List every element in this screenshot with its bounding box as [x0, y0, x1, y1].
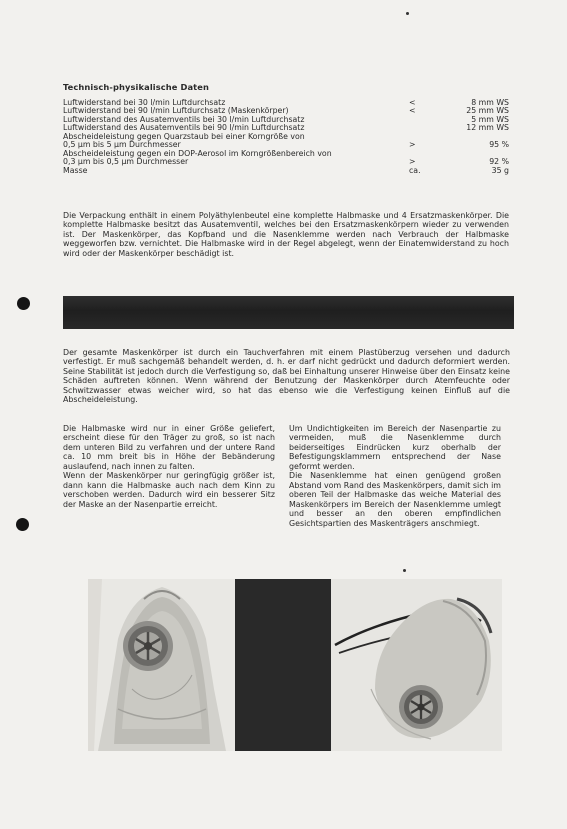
- spec-label: Luftwiderstand des Ausatemventils bei 90 l/min Luftdurchsatz: [63, 124, 305, 133]
- spec-row: [63, 158, 509, 166]
- spec-row: [63, 99, 509, 107]
- spec-relation: >: [409, 157, 416, 167]
- spec-row: [63, 133, 509, 141]
- spec-label: Abscheideleistung gegen Quarzstaub bei einer Korngröße von: [63, 132, 305, 141]
- right-column: [289, 424, 501, 528]
- spec-label: Luftwiderstand bei 30 l/min Luftdurchsatz: [63, 99, 226, 107]
- spec-relation: [407, 124, 453, 132]
- spec-value: 5 mm WS: [471, 114, 509, 124]
- spec-row: [63, 107, 509, 115]
- scan-speck: [406, 12, 409, 15]
- spec-relation: [407, 116, 453, 124]
- dark-photo-strip: [235, 579, 331, 751]
- body-paragraph: Der gesamte Maskenkörper ist durch ein Tauchverfahren mit einem Plastüberzug versehen und dadurch verfestigt. Er muß sachgemäß behandelt werden, d. h. er darf nicht gedrückt und dadurch deformiert werden. Seine Stabilität ist jedoch durch die Verfestigung so, daß bei Einhaltung unserer Hinweise über den Einsatz keine Schäden auftreten können. Wenn während der Benutzung der Maskenkörper durch Atemfeuchte oder Schwitzwasser etwas weicher wird, so hat das ebenso wie die Verfestigung keinen Einfluß auf die Abscheideleistung.: [63, 348, 510, 405]
- spec-label: Luftwiderstand bei 90 l/min Luftdurchsatz (Maskenkörper): [63, 107, 289, 116]
- right-column-paragraph: Um Undichtigkeiten im Bereich der Nasenpartie zu vermeiden, muß die Nasenklemme durch beiderseitiges Eindrücken kurz oberhalb der Befestigungsklammern entsprechend der Nase geformt werden.: [289, 424, 501, 471]
- spec-relation: ca.: [409, 165, 421, 175]
- spec-table: [63, 99, 509, 175]
- spec-row: [63, 150, 509, 158]
- spec-relation: <: [409, 98, 416, 107]
- scan-speck: [403, 569, 406, 572]
- spec-relation: >: [409, 140, 416, 150]
- left-column-paragraph: Wenn der Maskenkörper nur geringfügig größer ist, dann kann die Halbmaske auch nach dem Kinn zu verschoben werden. Dadurch wird ein besserer Sitz der Maske an der Nasenpartie erreicht.: [63, 471, 275, 509]
- mask-front-photo: [88, 579, 235, 751]
- spec-label: 0,5 µm bis 5 µm Durchmesser: [63, 141, 181, 150]
- spec-label: 0,3 µm bis 0,5 µm Durchmesser: [63, 158, 189, 167]
- left-column: [63, 424, 275, 509]
- right-column-paragraph: Die Nasenklemme hat einen genügend großen Abstand vom Rand des Maskenkörpers, damit sich im oberen Teil der Halbmaske das weiche Material des Maskenkörpers im Bereich der Nasenklemme umlegt und besser an den oberen empfindlichen Gesichtspartien des Maskenträgers anschmiegt.: [289, 471, 501, 528]
- spec-relation: <: [409, 106, 416, 116]
- spec-value: 8 mm WS: [471, 98, 509, 107]
- spec-row: [63, 167, 509, 175]
- spec-value: 92 %: [489, 157, 509, 167]
- dark-divider-band: [63, 296, 514, 329]
- spec-label: Luftwiderstand des Ausatemventils bei 30 l/min Luftdurchsatz: [63, 115, 305, 124]
- spec-row: [63, 141, 509, 149]
- spec-row: [63, 116, 509, 124]
- spec-row: [63, 124, 509, 132]
- punch-hole: [16, 518, 29, 531]
- spec-value: 25 mm WS: [466, 106, 509, 116]
- spec-label: Abscheideleistung gegen ein DOP-Aerosol im Korngrößenbereich von: [63, 149, 332, 158]
- packaging-paragraph: Die Verpackung enthält in einem Polyäthylenbeutel eine komplette Halbmaske und 4 Ersatzmaskenkörper. Die komplette Halbmaske besitzt das Ausatemventil, welches bei den Ersatzmaskenkörpern wieder zu verwenden ist. Der Maskenkörper, das Kopfband und die Nasenklemme werden nach Verbrauch der Halbmaske weggeworfen bzw. vernichtet. Die Halbmaske wird in der Regel abgelegt, wenn der Einatemwiderstand zu hoch wird oder der Maskenkörper beschädigt ist.: [63, 211, 509, 258]
- left-column-paragraph: Die Halbmaske wird nur in einer Größe geliefert, erscheint diese für den Träger zu groß, so ist nach dem unteren Bild zu verfahren und der untere Rand ca. 10 mm breit bis in Höhe der Bebänderung auslaufend, nach innen zu falten.: [63, 424, 275, 471]
- section-heading: Technisch-physikalische Daten: [63, 82, 209, 92]
- spec-value: 35 g: [491, 165, 509, 175]
- punch-hole: [17, 297, 30, 310]
- mask-side-photo: [331, 579, 502, 751]
- spec-label: Masse: [63, 166, 88, 175]
- spec-value: 95 %: [489, 140, 509, 150]
- spec-value: 12 mm WS: [466, 123, 509, 133]
